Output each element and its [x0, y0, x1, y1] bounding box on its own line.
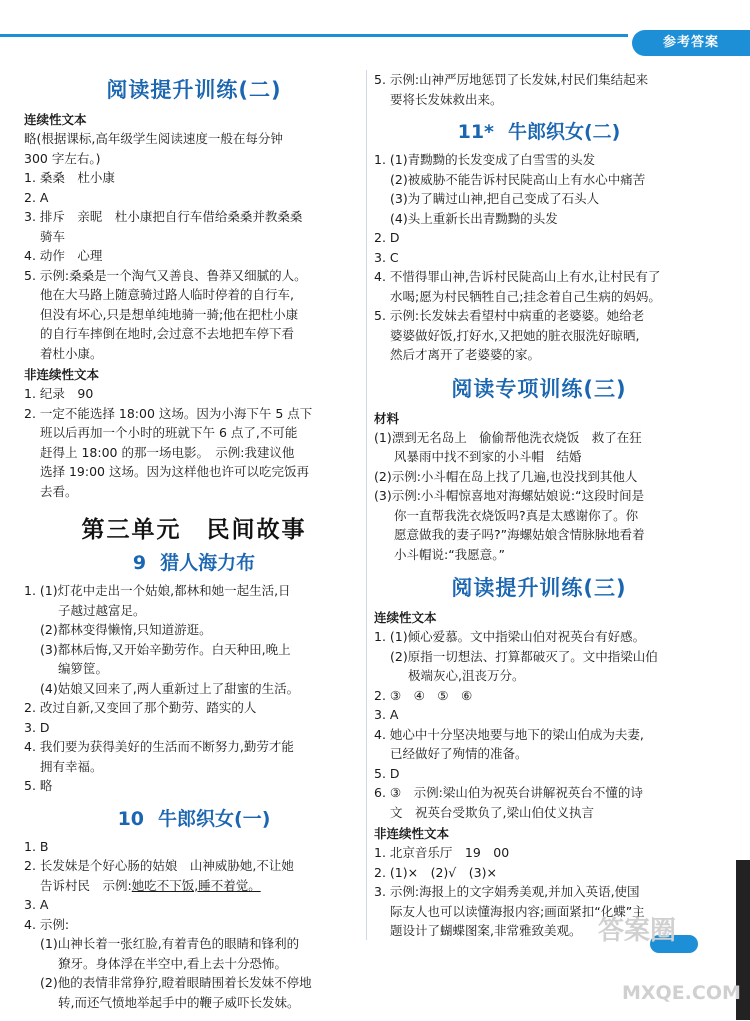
answer-line: 4. 我们要为获得美好的生活而不断努力,勤劳才能 [24, 739, 294, 754]
answer-line: 3. A [24, 897, 49, 912]
answer-line: 愿意做我的妻子吗?”海螺姑娘含情脉脉地看着 [394, 527, 645, 542]
answer-line: 2. 长发妹是个好心肠的姑娘 山神威胁她,不让她 [24, 858, 294, 873]
answer-line: 转,而还气愤地举起手中的鞭子威吓长发妹。 [58, 994, 300, 1010]
lesson-10-title [24, 804, 364, 831]
answer-line: 他在大马路上随意骑过路人临时停着的自行车, [40, 287, 294, 302]
answer-line: (4)姑娘又回来了,两人重新过上了甜蜜的生活。 [40, 680, 300, 696]
answer-line: (2)都林变得懒惰,只知道游逛。 [40, 622, 212, 637]
answer-line: 婆婆做好饭,打好水,又把她的脏衣服洗好晾晒, [390, 327, 640, 343]
lesson-name: 牛郎织女(二) [508, 121, 621, 143]
lesson-11-title [374, 117, 704, 144]
answer-line: 着杜小康。 [40, 345, 103, 361]
answer-line: (2)被威胁不能告诉村民陡高山上有水心中痛苦 [390, 171, 646, 187]
underlined-answer: 她吃不下饭,睡不着觉。 [131, 877, 261, 893]
answer-line: 编箩筐。 [58, 661, 109, 676]
answer-line: 1. (1)倾心爱慕。文中指梁山伯对祝英台有好感。 [374, 629, 646, 644]
answer-line: 5. 示例:山神严厉地惩罚了长发妹,村民们集结起来 [374, 72, 649, 87]
section-title-reading-3: 阅读提升训练(三) [451, 576, 627, 600]
subhead-continuous: 连续性文本 [24, 112, 87, 127]
lesson-number: 10 [117, 807, 145, 830]
answer-line: 文 祝英台受欺负了,梁山伯仗义执言 [390, 804, 594, 820]
answer-line: (2)示例:小斗帽在岛上找了几遍,也没找到其他人 [374, 468, 638, 484]
answer-line: 赶得上 18:00 的那一场电影。 示例:我建议他 [40, 444, 295, 460]
answer-line: 子越过越富足。 [58, 602, 146, 618]
answer-line: 要将长发妹救出来。 [390, 91, 503, 107]
answer-line: 但没有坏心,只是想单纯地骑一骑;他在把杜小康 [40, 306, 299, 322]
answer-line: (1)山神长着一张红脸,有着青色的眼睛和锋利的 [40, 936, 300, 951]
lesson-number: 9 [132, 552, 147, 574]
answer-line: 水喝;愿为村民牺牲自己;挂念着自己生病的妈妈。 [390, 288, 661, 304]
section-title-reading-2: 阅读提升训练(二) [106, 78, 282, 102]
unit-title: 第三单元 民间故事 [81, 517, 307, 543]
subhead-continuous: 连续性文本 [374, 610, 437, 625]
answer-line: 极端灰心,沮丧万分。 [408, 668, 525, 683]
answer-line: (3)为了瞒过山神,把自己变成了石头人 [390, 191, 600, 206]
answer-line: 4. 示例: [24, 916, 70, 932]
answer-line: 4. 动作 心理 [24, 248, 103, 263]
answer-line: 1. (1)青黝黝的长发变成了白雪雪的头发 [374, 152, 596, 167]
lesson-name: 猎人海力布 [160, 552, 256, 574]
answer-line: (2)原指一切想法、打算都破灭了。文中指梁山伯 [390, 648, 658, 664]
answer-line: 5. D [374, 765, 400, 781]
subhead-noncontinuous: 非连续性文本 [374, 826, 450, 841]
answer-line [24, 876, 364, 896]
answer-line: 选择 19:00 这场。因为这样他也许可以吃完饭再 [40, 464, 309, 479]
subhead-noncontinuous: 非连续性文本 [24, 367, 100, 382]
answer-line: 2. A [24, 189, 49, 205]
answer-line: 4. 不惜得罪山神,告诉村民陡高山上有水,让村民有了 [374, 269, 661, 284]
answer-line: 略(根据课标,高年级学生阅读速度一般在每分钟 [24, 131, 283, 146]
answer-line: 3. C [374, 249, 399, 265]
answer-line: 3. A [374, 707, 399, 722]
answer-line: 小斗帽说:“我愿意。” [394, 546, 505, 562]
answer-line: 你一直帮我洗衣烧饭吗?真是太感谢你了。你 [394, 507, 639, 523]
answer-line: 去看。 [40, 483, 78, 499]
section-title-special-3: 阅读专项训练(三) [451, 376, 627, 401]
answer-line: 2. ③ ④ ⑤ ⑥ [374, 687, 473, 703]
answer-line: 5. 示例:桑桑是一个淘气又善良、鲁莽又细腻的人。 [24, 267, 307, 283]
answer-line: 际友人也可以读懂海报内容;画面紧扣“化蝶”主 [390, 903, 645, 919]
answer-line: 獠牙。身体浮在半空中,看上去十分恐怖。 [58, 955, 287, 971]
watermark-url: MXQE.COM [622, 982, 741, 1004]
lesson-9-title [24, 548, 364, 575]
answer-line: 1. 北京音乐厅 19 00 [374, 845, 510, 860]
answer-line: 2. 一定不能选择 18:00 这场。因为小海下午 5 点下 [24, 405, 313, 421]
answer-line: 1. 桑桑 杜小康 [24, 170, 115, 185]
answer-text: 告诉村民 示例: [40, 877, 132, 893]
column-divider [366, 70, 367, 940]
answer-line: 3. 排斥 亲昵 杜小康把自行车借给桑桑并教桑桑 [24, 209, 303, 224]
answer-line: 已经做好了殉情的准备。 [390, 746, 528, 761]
answer-line: 骑车 [40, 228, 66, 244]
answer-line: 的自行车摔倒在地时,会过意不去地把车停下看 [40, 326, 294, 341]
answer-line: 然后才离开了老婆婆的家。 [390, 347, 541, 362]
lesson-name: 牛郎织女(一) [158, 807, 271, 830]
answer-line: 3. D [24, 719, 50, 735]
answer-line: 1. 纪录 90 [24, 386, 94, 401]
answer-line: 5. 略 [24, 778, 53, 793]
answer-line: 4. 她心中十分坚决地要与地下的梁山伯成为夫妻, [374, 726, 644, 742]
answer-line: 2. D [374, 230, 400, 245]
watermark-logo: 答案圈 [598, 916, 677, 946]
answer-line: 2. (1)× (2)√ (3)× [374, 864, 497, 880]
answer-line: 1. B [24, 838, 49, 854]
answer-line: 3. 示例:海报上的文字娟秀美观,并加入英语,使国 [374, 884, 640, 899]
answer-line: 1. (1)灯花中走出一个姑娘,都林和她一起生活,日 [24, 583, 291, 598]
answer-line: 6. ③ 示例:梁山伯为祝英台讲解祝英台不懂的诗 [374, 785, 643, 800]
answer-line: 拥有幸福。 [40, 758, 103, 774]
answer-line: 题设计了蝴蝶图案,非常雅致美观。 [390, 923, 582, 938]
answer-line: 300 字左右。) [24, 150, 101, 166]
answer-line: (4)头上重新长出青黝黝的头发 [390, 210, 558, 226]
header-rule [0, 34, 628, 37]
answer-line: 5. 示例:长发妹去看望村中病重的老婆婆。她给老 [374, 308, 645, 323]
answer-key-tag: 参考答案 [632, 30, 750, 56]
lesson-number: 11* [457, 121, 494, 143]
answer-line: 班以后再加一个小时的班就下午 6 点了,不可能 [40, 425, 298, 440]
subhead-material: 材料 [374, 410, 400, 426]
answer-line: (1)漂到无名岛上 偷偷帮他洗衣烧饭 救了在狂 [374, 429, 642, 445]
right-column [374, 70, 704, 941]
answer-line: (3)都林后悔,又开始辛勤劳作。白天种田,晚上 [40, 641, 291, 657]
answer-line: (3)示例:小斗帽惊喜地对海螺姑娘说:“这段时间是 [374, 488, 645, 503]
answer-line: (2)他的表情非常狰狞,瞪着眼睛围着长发妹不停地 [40, 975, 312, 990]
top-bar [0, 0, 750, 26]
answer-line: 风暴雨中找不到家的小斗帽 结婚 [394, 449, 582, 464]
left-column [24, 70, 364, 1012]
answer-line: 2. 改过自新,又变回了那个勤劳、踏实的人 [24, 700, 257, 715]
